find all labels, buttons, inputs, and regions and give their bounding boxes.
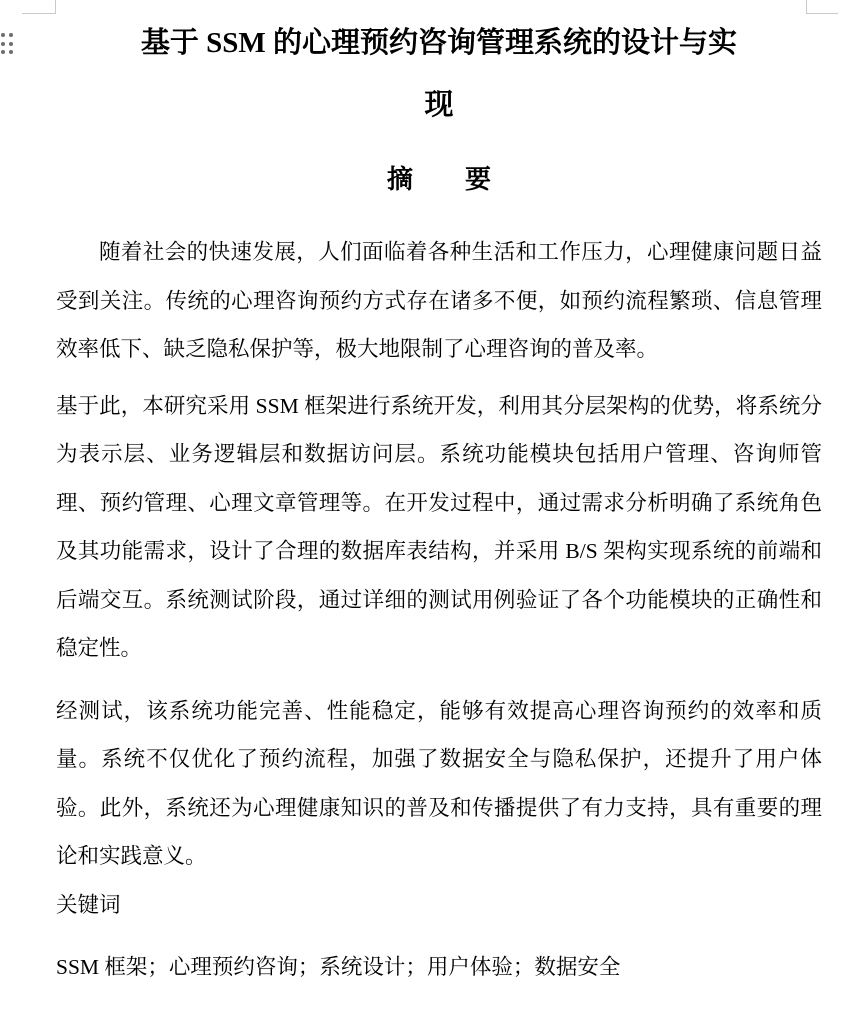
abstract-paragraph-3[interactable]: 经测试，该系统功能完善、性能稳定，能够有效提高心理咨询预约的效率和质量。系统不仅优化了预约流程，加强了数据安全与隐私保护，还提升了用户体验。此外，系统还为心理健康知识的普及和传播提供了有力支持，具有重要的理论和实践意义。	[56, 698, 822, 868]
drag-handle-icon[interactable]	[1, 33, 13, 54]
drag-handle-dot	[9, 33, 13, 37]
drag-handle-dot	[9, 50, 13, 54]
drag-handle-dot	[1, 42, 5, 46]
keywords-line[interactable]: SSM 框架；心理预约咨询；系统设计；用户体验；数据安全	[56, 955, 621, 979]
abstract-heading[interactable]: 摘 要	[386, 165, 491, 194]
abstract-paragraph-2[interactable]: 基于此，本研究采用 SSM 框架进行系统开发，利用其分层架构的优势，将系统分为表示层、业务逻辑层和数据访问层。系统功能模块包括用户管理、咨询师管理、预约管理、心理文章管理等。在开发过程中，通过需求分析明确了系统角色及其功能需求，设计了合理的数据库表结构，并采用 B/S 架构实现系统的前端和后端交互。系统测试阶段，通过详细的测试用例验证了各个功能模块的正确性和稳定性。	[56, 393, 822, 660]
document-title-line-2[interactable]: 现	[424, 89, 454, 121]
drag-handle-dot	[1, 33, 5, 37]
text-boundary-mark-left	[22, 0, 56, 14]
document-title[interactable]	[56, 0, 822, 136]
drag-handle-dot	[9, 42, 13, 46]
keywords-label[interactable]: 关键词	[56, 892, 121, 917]
document-title-line-1[interactable]: 基于 SSM 的心理预约咨询管理系统的设计与实	[140, 27, 738, 59]
document-body	[56, 0, 822, 992]
abstract-paragraph-1[interactable]: 随着社会的快速发展，人们面临着各种生活和工作压力，心理健康问题日益受到关注。传统的心理咨询预约方式存在诸多不便，如预约流程繁琐、信息管理效率低下、缺乏隐私保护等，极大地限制了心理咨询的普及率。	[56, 240, 822, 361]
drag-handle-dot	[1, 50, 5, 54]
